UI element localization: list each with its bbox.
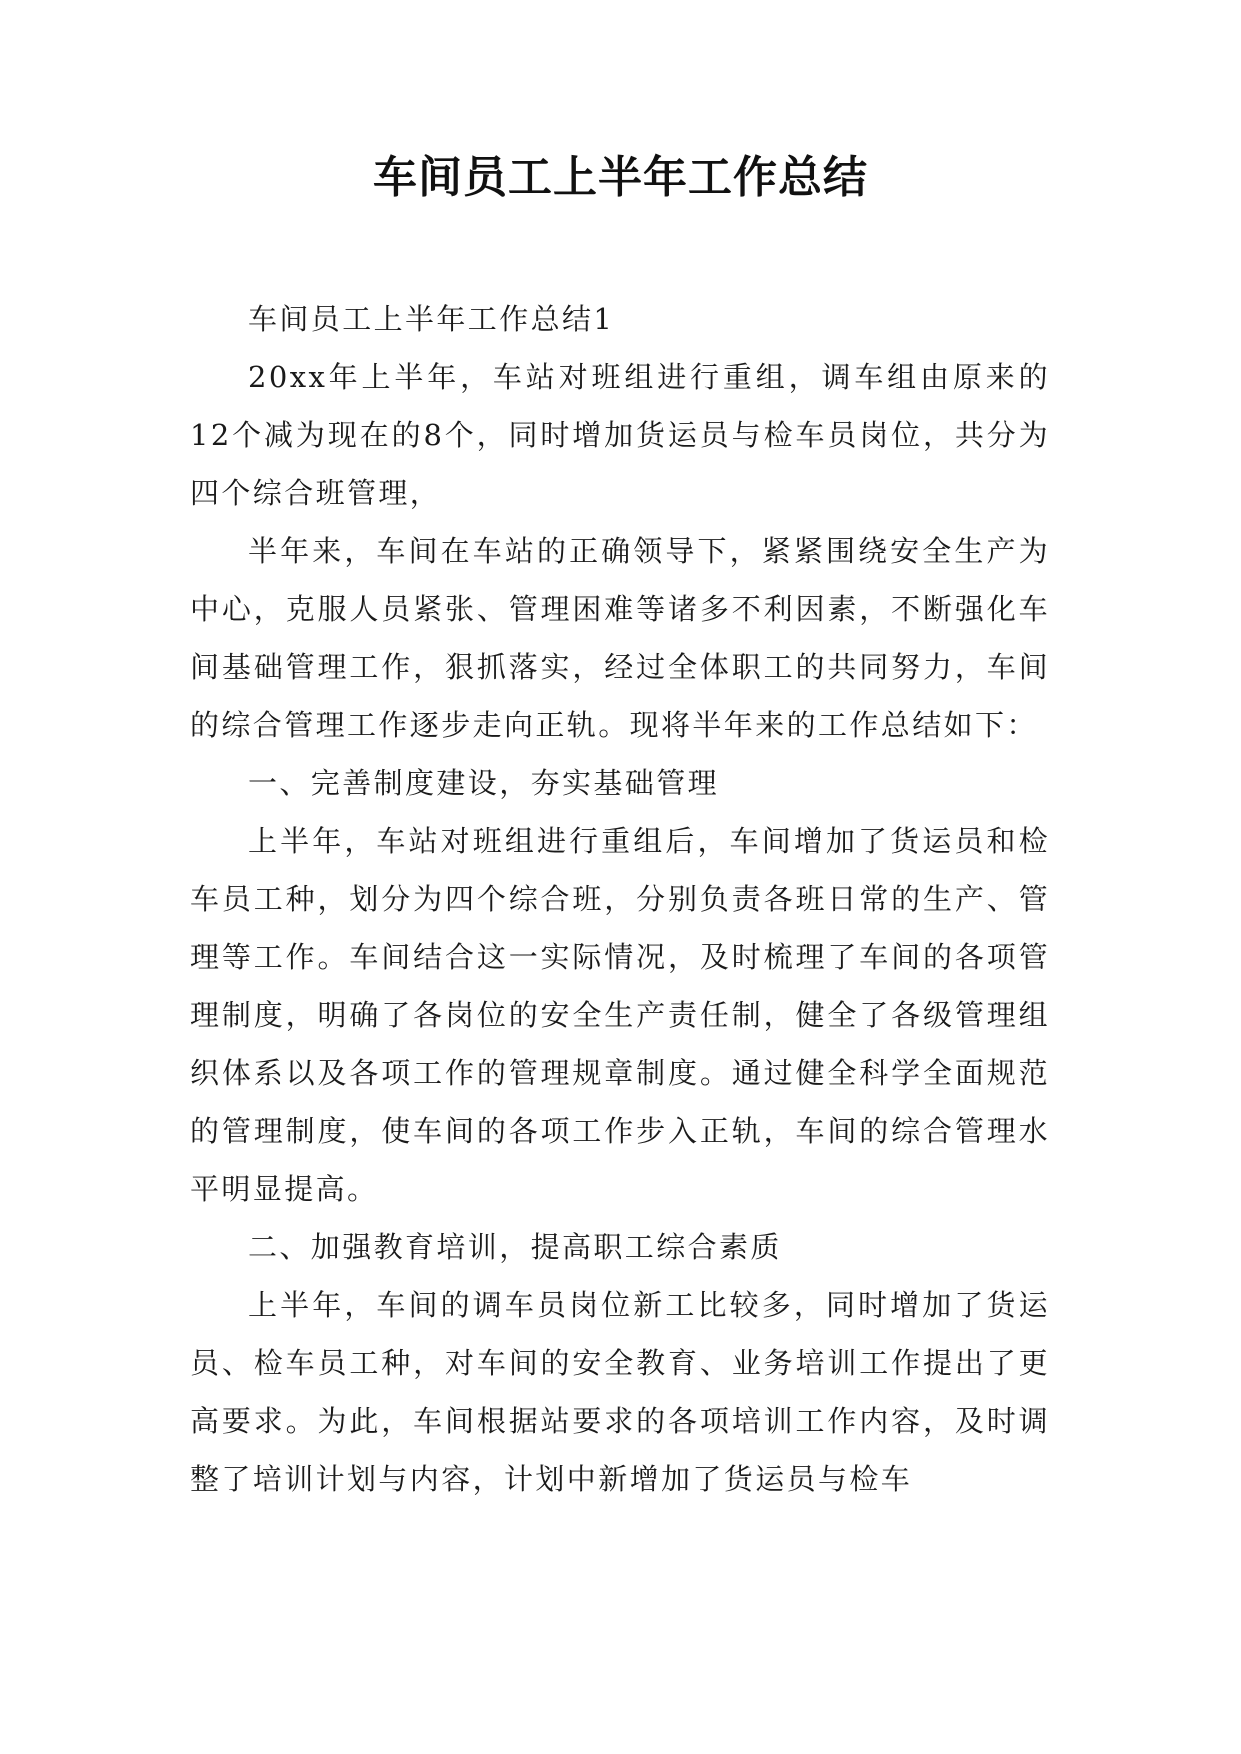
document-body (190, 290, 1050, 1508)
paragraph: 20xx年上半年，车站对班组进行重组，调车组由原来的12个减为现在的8个，同时增加货运员与检车员岗位，共分为四个综合班管理， (190, 360, 1050, 510)
paragraph: 上半年，车间的调车员岗位新工比较多，同时增加了货运员、检车员工种，对车间的安全教育、业务培训工作提出了更高要求。为此，车间根据站要求的各项培训工作内容，及时调整了培训计划与内容，计划中新增加了货运员与检车 (190, 1288, 1050, 1496)
document-title: 车间员工上半年工作总结 (373, 152, 868, 203)
section-heading: 一、完善制度建设，夯实基础管理 (248, 766, 720, 800)
paragraph: 上半年，车站对班组进行重组后，车间增加了货运员和检车员工种，划分为四个综合班，分别负责各班日常的生产、管理等工作。车间结合这一实际情况，及时梳理了车间的各项管理制度，明确了各岗位的安全生产责任制，健全了各级管理组织体系以及各项工作的管理规章制度。通过健全科学全面规范的管理制度，使车间的各项工作步入正轨，车间的综合管理水平明显提高。 (190, 824, 1050, 1206)
section-heading: 车间员工上半年工作总结1 (248, 302, 615, 336)
paragraph: 半年来，车间在车站的正确领导下，紧紧围绕安全生产为中心，克服人员紧张、管理困难等诸多不利因素，不断强化车间基础管理工作，狠抓落实，经过全体职工的共同努力，车间的综合管理工作逐步走向正轨。现将半年来的工作总结如下： (190, 534, 1050, 742)
section-heading: 二、加强教育培训，提高职工综合素质 (248, 1230, 782, 1264)
